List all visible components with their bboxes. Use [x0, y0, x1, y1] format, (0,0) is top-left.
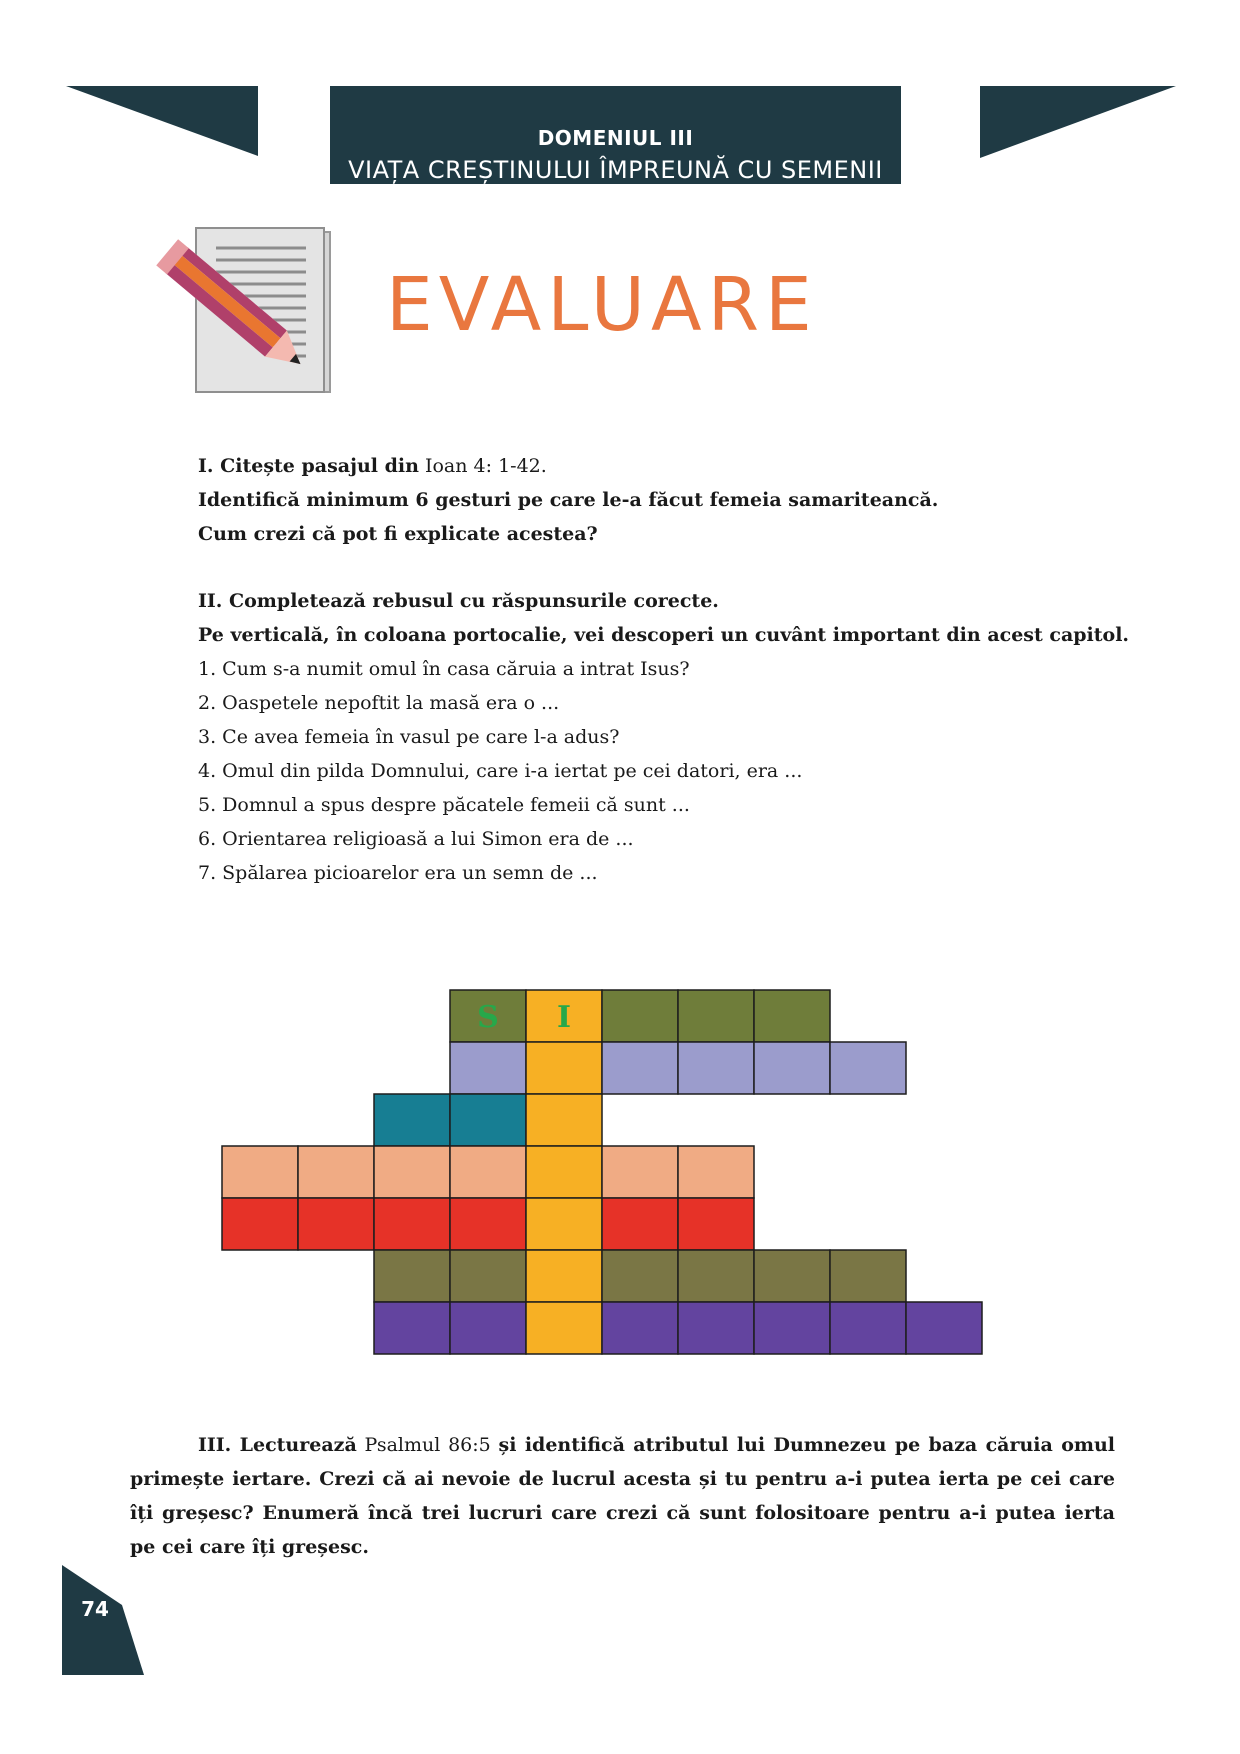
header-left-wedge: [66, 86, 258, 156]
clue-1: 1. Cum s-a numit omul în casa căruia a intrat Isus?: [198, 658, 690, 680]
crossword-cell: [830, 1250, 906, 1302]
crossword-grid: [198, 982, 1010, 1362]
crossword-cell: [374, 1094, 450, 1146]
exercise-3-label: III. Lecturează: [198, 1434, 357, 1456]
crossword-cell: [602, 1302, 678, 1354]
exercise-2-heading: II. Completează rebusul cu răspunsurile corecte.: [198, 590, 719, 612]
crossword-cell: [678, 990, 754, 1042]
domain-subtitle: VIAȚA CREȘTINULUI ÎMPREUNĂ CU SEMENII: [348, 156, 883, 184]
crossword-cell: [526, 1198, 602, 1250]
crossword-cell: [450, 1042, 526, 1094]
clue-5: 5. Domnul a spus despre păcatele femeii că sunt ...: [198, 794, 690, 816]
crossword-cell: [678, 1198, 754, 1250]
exercise-2-instruction: Pe verticală, în coloana portocalie, vei descoperi un cuvânt important din acest capitol.: [198, 624, 1130, 646]
crossword-cell: [754, 1042, 830, 1094]
crossword-cell: [678, 1250, 754, 1302]
crossword-cell: [754, 990, 830, 1042]
crossword-cell: [222, 1198, 298, 1250]
clue-4: 4. Omul din pilda Domnului, care i-a iertat pe cei datori, era ...: [198, 760, 803, 782]
crossword-cell: [602, 1250, 678, 1302]
crossword-cell: [450, 1094, 526, 1146]
exercise-3-text: și identifică atributul lui Dumnezeu pe baza căruia omul primește iertare. Crezi că ai nevoie de lucrul acesta și tu pentru a-i putea ierta pe cei care îți greșesc? Enumeră încă trei lucruri care crezi că sunt folositoare pentru a-i putea ierta pe cei care îți greșesc.: [130, 1434, 1116, 1558]
exercise-1-heading: [198, 449, 1158, 483]
crossword-cell: [830, 1302, 906, 1354]
crossword-cell: [526, 1250, 602, 1302]
crossword-cell: [830, 1042, 906, 1094]
crossword-cell: [754, 1250, 830, 1302]
bible-reference: Ioan 4: 1-42.: [418, 455, 547, 477]
clue-3: 3. Ce avea femeia în vasul pe care l-a adus?: [198, 726, 620, 748]
document-pencil-icon: [140, 220, 350, 400]
clue-6: 6. Orientarea religioasă a lui Simon era de ...: [198, 828, 634, 850]
exercise-1-question: Cum crezi că pot fi explicate acestea?: [198, 523, 598, 545]
page-title: EVALUARE: [386, 262, 818, 348]
crossword-cell: [526, 1146, 602, 1198]
crossword-cell: [754, 1302, 830, 1354]
crossword-cell: [678, 1146, 754, 1198]
crossword-cell: [602, 1146, 678, 1198]
exercise-3: [130, 1428, 1115, 1564]
header-right-wedge: [980, 86, 1176, 158]
crossword-cell: [678, 1042, 754, 1094]
crossword-cell: [450, 1198, 526, 1250]
exercise-2: [198, 584, 1158, 890]
crossword-letter: I: [556, 1000, 572, 1035]
exercise-1-task: Identifică minimum 6 gesturi pe care le-a făcut femeia samariteancă.: [198, 489, 939, 511]
crossword-cell: [526, 1302, 602, 1354]
crossword-cell: [678, 1302, 754, 1354]
crossword-cell: [374, 1302, 450, 1354]
crossword-cell: [602, 1042, 678, 1094]
crossword-cell: [906, 1302, 982, 1354]
crossword-cell: [298, 1146, 374, 1198]
crossword-cell: [374, 1146, 450, 1198]
crossword-cell: [450, 1146, 526, 1198]
psalm-reference: Psalmul 86:5: [356, 1434, 499, 1456]
crossword-cell: [450, 1250, 526, 1302]
crossword-cell: [526, 1042, 602, 1094]
page-number: 74: [81, 1597, 109, 1621]
crossword-cell: [602, 990, 678, 1042]
crossword-cell: [450, 1302, 526, 1354]
domain-label: DOMENIUL III: [537, 126, 694, 150]
exercise-1-label: I. Citește pasajul din: [198, 455, 419, 477]
crossword-cell: [222, 1146, 298, 1198]
exercise-1: [198, 449, 1158, 551]
clue-7: 7. Spălarea picioarelor era un semn de ...: [198, 862, 598, 884]
crossword-letter: S: [477, 1000, 499, 1035]
clue-2: 2. Oaspetele nepoftit la masă era o ...: [198, 692, 560, 714]
chapter-header: [330, 86, 901, 184]
crossword-cell: [602, 1198, 678, 1250]
crossword-cell: [374, 1198, 450, 1250]
crossword-cell: [298, 1198, 374, 1250]
crossword-cell: [374, 1250, 450, 1302]
crossword-cell: [526, 1094, 602, 1146]
